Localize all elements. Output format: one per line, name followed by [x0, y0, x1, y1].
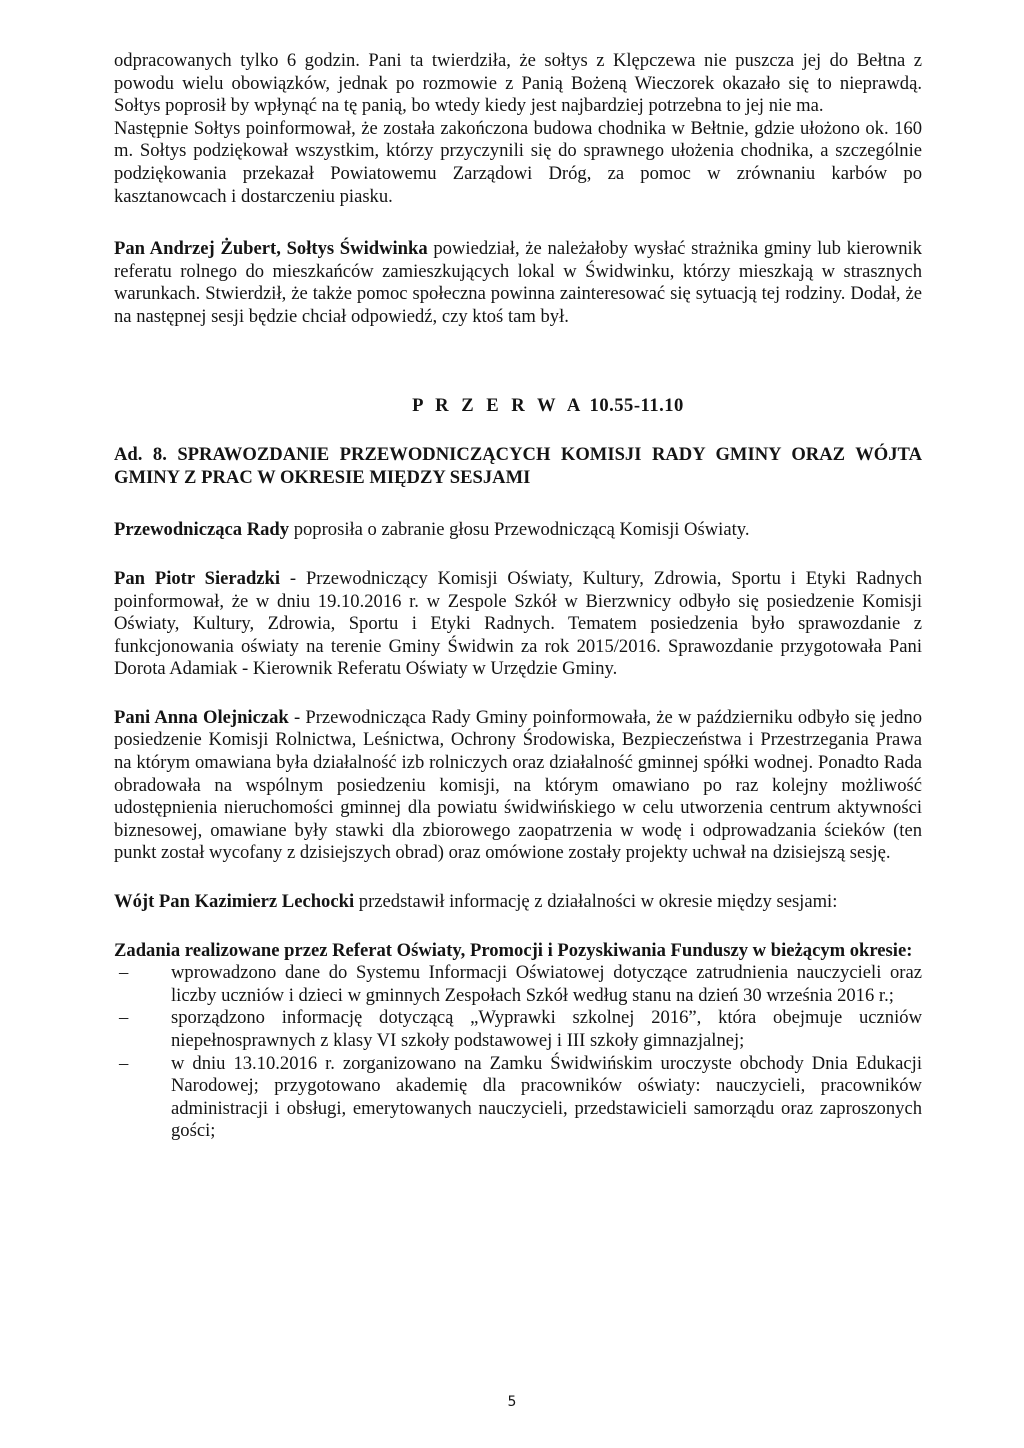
break-time: 10.55-11.10: [589, 394, 684, 416]
statement-text: - Przewodnicząca Rady Gminy poinformowała, że w październiku odbyło się jedno posiedzenie Komisji Rolnictwa, Leśnictwa, Ochrony Środowiska, Bezpieczeństwa i Przestrzegania Prawa na którym omawiana była działalność izb rolniczych oraz działalność gminnej spółki wodnej. Ponadto Rada obradowała na wspólnym posiedzeniu komisji, na którym omawiano po raz kolejny możliwość udostępnienia nieruchomości gminnej dla powiatu świdwińskiego w celu utworzenia centrum aktywności biznesowej, omawiane były stawki dla zbiorowego zaopatrzenia w wodę i odprowadzania ścieków (ten punkt został wycofany z dzisiejszych obrad) oraz omówione zostały projekty uchwał na dzisiejszą sesję.: [114, 706, 922, 864]
dash-bullet: –: [119, 1052, 129, 1074]
paragraph-sieradzki: [114, 568, 922, 681]
paragraph-sidewalk: Następnie Sołtys poinformował, że została zakończona budowa chodnika w Bełtnie, gdzie ułożono ok. 160 m. Sołtys podziękował wszystkim, którzy przyczynili się do sprawnego ułożenia chodnika, a szczególnie podziękowania przekazał Powiatowemu Zarządowi Dróg, za pomoc w zrównaniu karbów po kasztanowcach i dostarczeniu piasku.: [114, 117, 922, 207]
break-label: P R Z E R W A: [412, 394, 585, 416]
statement-text: powiedział, że należałoby wysłać strażnika gminy lub kierownik referatu rolnego do mieszkańców zamieszkujących lokal w Świdwinku, którzy mieszkają w strasznych warunkach. Stwierdził, że także pomoc społeczna powinna zainteresować się sytuacją tej rodziny. Dodał, że na następnej sesji będzie chciał odpowiedź, czy ktoś tam był.: [114, 238, 922, 327]
paragraph-zubert: [114, 238, 922, 328]
section-title: Ad. 8. SPRAWOZDANIE PRZEWODNICZĄCYCH KOMISJI RADY GMINY ORAZ WÓJTA GMINY Z PRAC W OKRESIE MIĘDZY SESJAMI: [114, 444, 922, 488]
dash-bullet: –: [119, 1007, 129, 1029]
tasks-list: [114, 962, 922, 1143]
speaker-name: Pan Piotr Sieradzki: [114, 567, 281, 589]
page-content: [114, 50, 922, 1143]
statement-text: poprosiła o zabranie głosu Przewodniczącą Komisji Oświaty.: [289, 519, 750, 541]
tasks-heading-text: Zadania realizowane przez Referat Oświaty, Promocji i Pozyskiwania Funduszy w bieżącym okresie:: [114, 939, 913, 961]
list-item: [114, 1007, 922, 1052]
statement-text: - Przewodniczący Komisji Oświaty, Kultury, Zdrowia, Sportu i Etyki Radnych poinformował, że w dniu 19.10.2016 r. w Zespole Szkół w Bierzwnicy odbyło się posiedzenie Komisji Oświaty, Kultury, Zdrowia, Sportu i Etyki Radnych. Tematem posiedzenia było sprawozdanie z funkcjonowania oświaty na terenie Gminy Świdwin za rok 2015/2016. Sprawozdanie przygotowała Pani Dorota Adamiak - Kierownik Referatu Oświaty w Urzędzie Gminy.: [114, 567, 922, 680]
paragraph-olejniczak: [114, 707, 922, 865]
statement-text: przedstawił informację z działalności w okresie między sesjami:: [354, 891, 838, 913]
paragraph-chair: [114, 519, 922, 542]
speaker-name: Pan Andrzej Żubert, Sołtys Świdwinka: [114, 238, 428, 260]
tasks-heading: [114, 940, 922, 963]
speaker-name: Przewodnicząca Rady: [114, 519, 290, 541]
page-number: 5: [507, 1394, 517, 1410]
list-item-text: wprowadzono dane do Systemu Informacji Oświatowej dotyczące zatrudnienia nauczycieli oraz liczby uczniów i dzieci w gminnych Zespołach Szkół według stanu na dzień 30 września 2016 r.;: [171, 962, 922, 1006]
list-item: [114, 1053, 922, 1143]
list-item-text: sporządzono informację dotyczącą „Wyprawki szkolnej 2016”, która obejmuje uczniów niepełnosprawnych z klasy VI szkoły podstawowej i III szkoły gimnazjalnej;: [171, 1007, 922, 1051]
list-item-text: w dniu 13.10.2016 r. zorganizowano na Zamku Świdwińskim uroczyste obchody Dnia Edukacji Narodowej; przygotowano akademię dla pracowników oświaty: nauczycieli, pracowników administracji i obsługi, emerytowanych nauczycieli, przedstawicieli samorządu oraz zaproszonych gości;: [171, 1052, 922, 1142]
list-item: [114, 962, 922, 1007]
break-heading: [114, 395, 922, 418]
paragraph-continuation: odpracowanych tylko 6 godzin. Pani ta twierdziła, że sołtys z Klępczewa nie puszcza jej do Bełtna z powodu wielu obowiązków, jednak po rozmowie z Panią Bożeną Wieczorek okazało się to nieprawdą. Sołtys poprosił by wpłynąć na tę panią, bo wtedy kiedy jest najbardziej potrzebna to jej nie ma.: [114, 50, 922, 117]
dash-bullet: –: [119, 962, 129, 984]
speaker-name: Pani Anna Olejniczak: [114, 706, 289, 728]
paragraph-wojt: [114, 891, 922, 914]
speaker-name: Wójt Pan Kazimierz Lechocki: [114, 891, 355, 913]
